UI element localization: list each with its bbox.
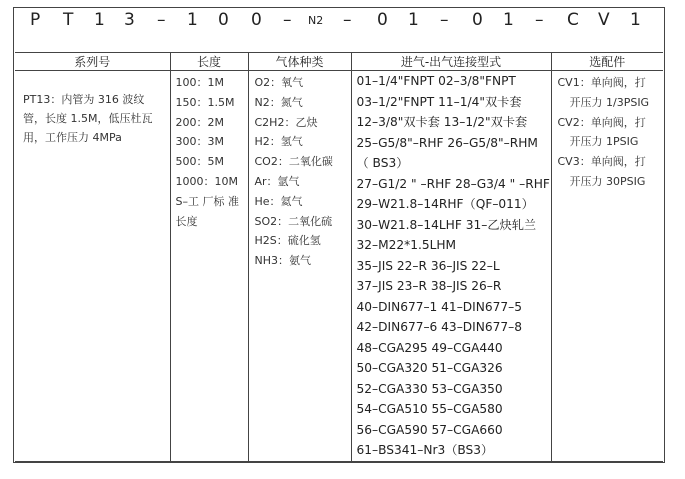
header-options: 选配件 — [551, 53, 663, 71]
list-item: 500：5M — [175, 155, 224, 169]
list-item: O2：氧气 — [254, 76, 304, 89]
length-cell — [170, 71, 248, 462]
list-item: 32–M22*1.5LHM — [356, 238, 457, 252]
option-code: CV3：单向阀，打 — [557, 155, 646, 169]
list-item: 56–CGA590 57–CGA660 — [356, 422, 503, 437]
list-item: 150：1.5M — [175, 95, 235, 109]
code-char: P — [30, 10, 41, 30]
code-gas: N2 — [308, 14, 324, 27]
list-item: 12–3/8"双卡套 13–1/2"双卡套 — [356, 115, 528, 129]
list-item: Ar：氩气 — [254, 174, 300, 188]
table-header-row — [15, 53, 663, 71]
code-separator: – — [343, 10, 352, 30]
model-code-row — [30, 10, 650, 36]
code-char: 1 — [187, 10, 198, 30]
list-item: 27–G1/2 " –RHF 28–G3/4 " –RHF — [356, 176, 550, 191]
code-char: 0 — [472, 10, 483, 30]
code-char: 1 — [630, 10, 641, 30]
list-item: C2H2：乙炔 — [254, 115, 318, 129]
header-gas-type: 气体种类 — [248, 53, 351, 71]
code-char: 3 — [124, 10, 135, 30]
list-item: 35–JIS 22–R 36–JIS 22–L — [356, 258, 500, 273]
list-item: N2：氮气 — [254, 95, 303, 109]
list-item: H2S：硫化氢 — [254, 234, 321, 248]
list-item: 54–CGA510 55–CGA580 — [356, 402, 503, 416]
list-item: 42–DIN677–6 43–DIN677–8 — [356, 320, 522, 334]
code-char: 0 — [377, 10, 388, 30]
spec-table — [15, 52, 663, 462]
header-connection: 进气-出气连接型式 — [351, 53, 551, 71]
series-description: PT13：内管为 316 波纹管，长度 1.5M，低压杜瓦用，工作压力 4MPa — [23, 93, 153, 144]
list-item: SO2：二氧化硫 — [254, 214, 333, 228]
list-item: 40–DIN677–1 41–DIN677–5 — [356, 299, 522, 314]
list-item: （ BS3） — [356, 156, 409, 170]
code-char: 0 — [251, 10, 262, 30]
code-char: 1 — [503, 10, 514, 30]
code-char: T — [63, 10, 74, 30]
list-item: S–工 厂标 准 — [175, 194, 239, 208]
list-item: CO2：二氧化碳 — [254, 155, 333, 169]
length-list — [171, 71, 248, 231]
code-separator: – — [283, 10, 292, 30]
option-code: CV2：单向阀，打 — [557, 115, 646, 129]
code-char: 1 — [94, 10, 105, 30]
connection-cell — [351, 71, 551, 462]
list-item: 37–JIS 23–R 38–JIS 26–R — [356, 279, 502, 293]
list-item: 03–1/2"FNPT 11–1/4"双卡套 — [356, 94, 522, 109]
list-item: 52–CGA330 53–CGA350 — [356, 381, 503, 396]
list-item: 25–G5/8"–RHF 26–G5/8"–RHM — [356, 135, 538, 150]
code-char: V — [598, 10, 610, 30]
list-item: H2：氢气 — [254, 135, 303, 149]
option-desc: 开压力 30PSIG — [569, 174, 646, 188]
code-char: 0 — [218, 10, 229, 30]
code-separator: – — [440, 10, 449, 30]
gas-cell — [248, 71, 351, 462]
list-item: 61–BS341–Nr3（BS3） — [356, 443, 494, 457]
code-separator: – — [157, 10, 166, 30]
list-item: 100：1M — [175, 76, 224, 89]
table-row — [15, 71, 663, 462]
options-cell — [551, 71, 663, 462]
gas-list — [249, 71, 351, 271]
connection-list — [352, 71, 551, 461]
list-item: 29–W21.8–14RHF（QF–011） — [356, 197, 534, 211]
list-item: He：氦气 — [254, 194, 303, 208]
list-item: 长度 — [175, 214, 198, 228]
list-item: 50–CGA320 51–CGA326 — [356, 361, 503, 375]
list-item: NH3：氨气 — [254, 254, 311, 268]
series-cell — [15, 71, 170, 462]
code-char: 1 — [408, 10, 419, 30]
list-item: 48–CGA295 49–CGA440 — [356, 340, 503, 355]
list-item: 01–1/4"FNPT 02–3/8"FNPT — [356, 74, 516, 88]
list-item: 300：3M — [175, 135, 224, 149]
option-desc: 开压力 1PSIG — [569, 135, 639, 149]
option-desc: 开压力 1/3PSIG — [569, 95, 650, 109]
header-length: 长度 — [170, 53, 248, 71]
list-item: 200：2M — [175, 115, 224, 129]
list-item: 30–W21.8–14LHF 31–乙炔轧兰 — [356, 217, 537, 232]
code-char: C — [567, 10, 579, 30]
options-list — [552, 71, 664, 192]
header-series: 系列号 — [15, 53, 170, 71]
option-code: CV1：单向阀，打 — [557, 76, 646, 89]
list-item: 1000：10M — [175, 174, 238, 188]
code-separator: – — [535, 10, 544, 30]
